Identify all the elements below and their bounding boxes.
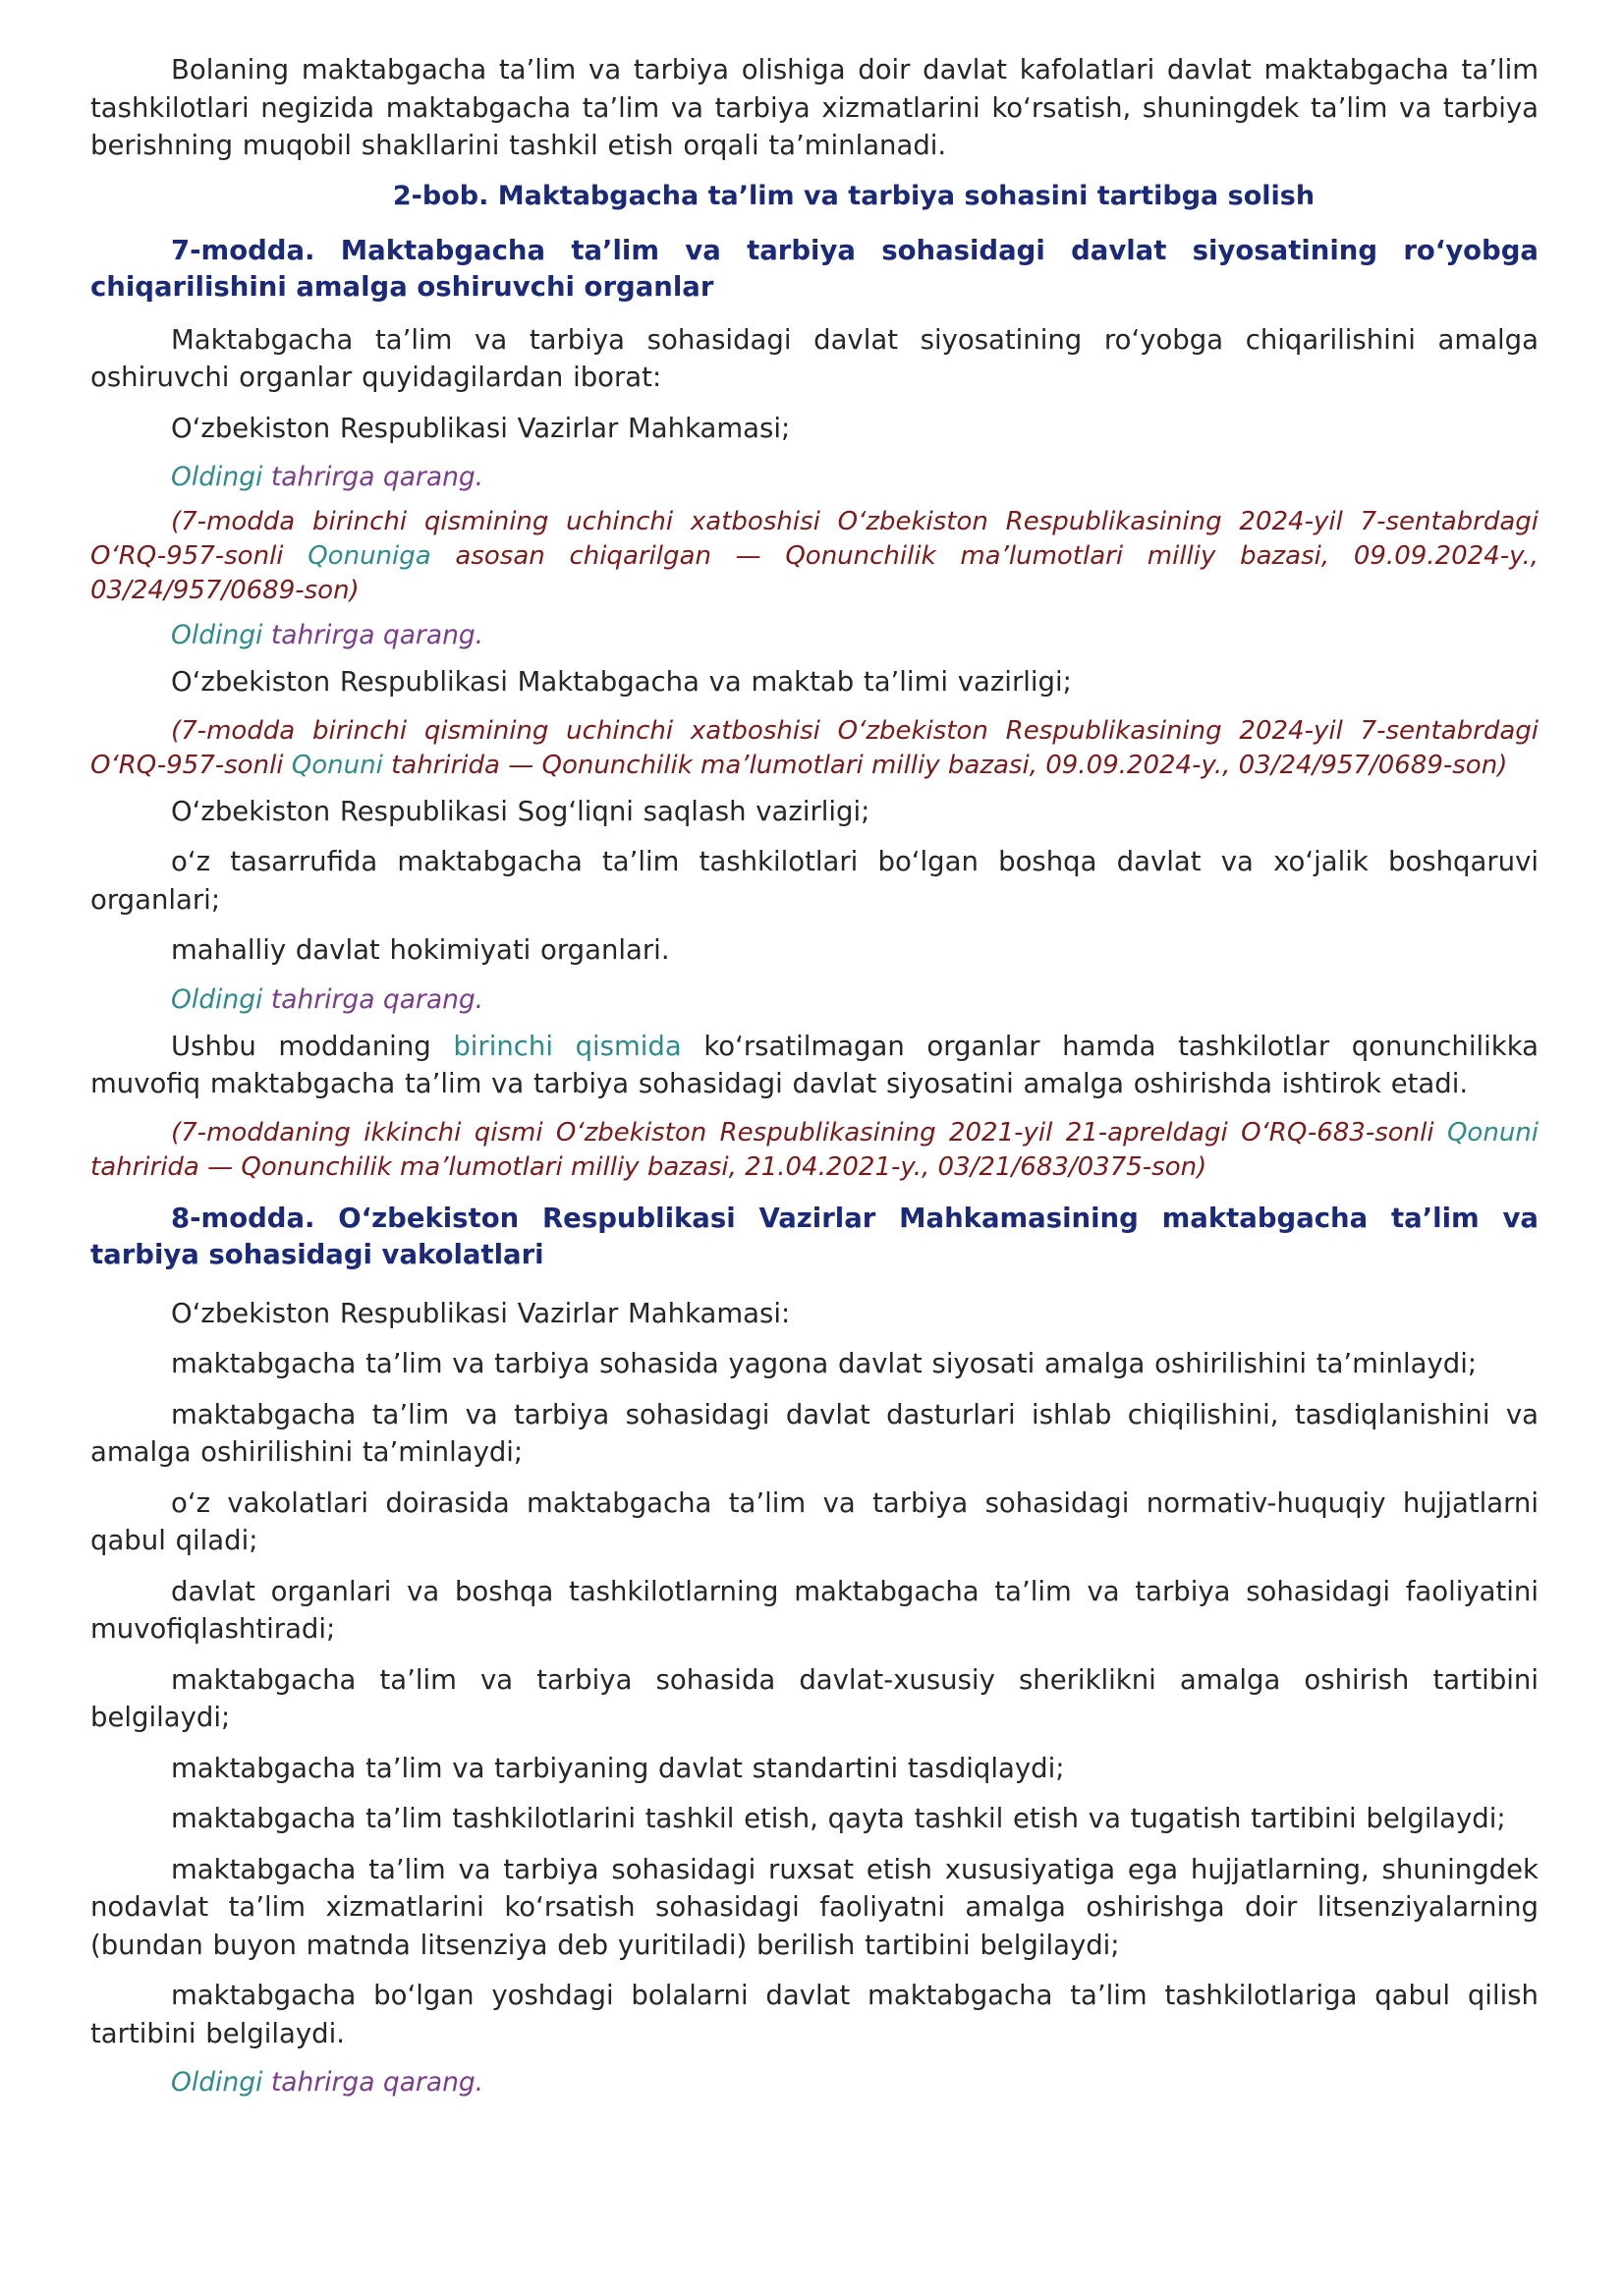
- amendment-note-text: tahririda — Qonunchilik ma’lumotlari milliy bazasi, 09.09.2024-y., 03/24/957/0689-son): [382, 750, 1508, 780]
- previous-edition-link-word[interactable]: Oldingi: [171, 620, 263, 650]
- article-8-title: 8-modda. O‘zbekiston Respublikasi Vazirlar Mahkamasining maktabgacha ta’lim va tarbiya sohasidagi vakolatlari: [90, 1202, 1539, 1270]
- amendment-note-text: tahririda — Qonunchilik ma’lumotlari milliy bazasi, 21.04.2021-y., 03/21/683/0375-son): [90, 1151, 1207, 1182]
- previous-edition-link-word[interactable]: Oldingi: [171, 983, 263, 1015]
- previous-edition-link-rest[interactable]: tahrirga qarang.: [262, 620, 484, 650]
- article-7-title: 7-modda. Maktabgacha ta’lim va tarbiya sohasidagi davlat siyosatining ro‘yobga chiqarilishini amalga oshiruvchi organlar: [90, 234, 1539, 303]
- article-8-item: maktabgacha ta’lim va tarbiya sohasida davlat-xususiy sheriklikni amalga oshirish tartibini belgilaydi;: [90, 1663, 1539, 1733]
- article-8-item: maktabgacha ta’lim va tarbiyaning davlat standartini tasdiqlaydi;: [171, 1752, 1065, 1784]
- previous-edition-link[interactable]: [90, 460, 1539, 495]
- amendment-note-text: asosan chiqarilgan — Qonunchilik ma’lumotlari milliy bazasi, 09.09.2024-y., 03/24/957/0689-son): [90, 541, 1539, 605]
- amendment-note-text: (7-moddaning ikkinchi qismi O‘zbekiston Respublikasining 2021-yil 21-apreldagi O‘RQ-683-sonli: [171, 1117, 1447, 1148]
- article-8-item: maktabgacha ta’lim tashkilotlarini tashkil etish, qayta tashkil etish va tugatish tartibini belgilaydi;: [171, 1803, 1506, 1834]
- article-8-item: maktabgacha ta’lim va tarbiya sohasidagi ruxsat etish xususiyatiga ega hujjatlarning, shuningdek nodavlat ta’lim xizmatlarini ko‘rsatish sohasidagi faoliyatni amalga oshirishga doir litsenziyalarning (bundan buyon matnda litsenziya deb yuritiladi) berilish tartibini belgilaydi;: [90, 1853, 1539, 1961]
- previous-edition-link-word[interactable]: Oldingi: [171, 462, 263, 492]
- previous-edition-link[interactable]: [90, 618, 1539, 653]
- paragraph-text: ko‘rsatilmagan organlar hamda tashkilotlar qonunchilikka muvofiq maktabgacha ta’lim va tarbiya sohasidagi davlat siyosatini amalga oshirishda ishtirok etadi.: [90, 1030, 1539, 1099]
- previous-edition-link-rest[interactable]: tahrirga qarang.: [262, 983, 484, 1015]
- amendment-note-text: (7-modda birinchi qismining uchinchi xatboshisi O‘zbekiston Respublikasining 2024-yil 7-sentabrdagi O‘RQ-957-sonli: [90, 507, 1539, 571]
- article-7-item-3: O‘zbekiston Respublikasi Sog‘liqni saqlash vazirligi;: [171, 795, 870, 827]
- article-7-item-1: O‘zbekiston Respublikasi Vazirlar Mahkamasi;: [171, 412, 791, 444]
- article-8-item: o‘z vakolatlari doirasida maktabgacha ta’lim va tarbiya sohasidagi normativ-huquqiy hujjatlarni qabul qiladi;: [90, 1486, 1539, 1556]
- article-8-item: maktabgacha ta’lim va tarbiya sohasida yagona davlat siyosati amalga oshirilishini ta’minlaydi;: [171, 1348, 1478, 1379]
- law-link[interactable]: Qonuni: [1446, 1117, 1539, 1148]
- first-part-link[interactable]: birinchi qismida: [453, 1030, 682, 1062]
- amendment-note: [90, 505, 1539, 608]
- document-page: [90, 51, 1539, 2110]
- article-7-item-2: O‘zbekiston Respublikasi Maktabgacha va maktab ta’limi vazirligi;: [171, 666, 1072, 698]
- article-8-item: maktabgacha bo‘lgan yoshdagi bolalarni davlat maktabgacha ta’lim tashkilotlariga qabul qilish tartibini belgilaydi.: [90, 1980, 1539, 2049]
- article-7-part-2: [90, 1028, 1539, 1103]
- article-8-item: davlat organlari va boshqa tashkilotlarning maktabgacha ta’lim va tarbiya sohasidagi faoliyatini muvofiqlashtiradi;: [90, 1575, 1539, 1645]
- article-8-intro: O‘zbekiston Respublikasi Vazirlar Mahkamasi:: [171, 1297, 791, 1329]
- previous-edition-link-word[interactable]: Oldingi: [171, 2067, 263, 2098]
- law-link[interactable]: Qonuniga: [308, 541, 431, 571]
- article-7-item-5: mahalliy davlat hokimiyati organlari.: [171, 934, 670, 966]
- paragraph-text: Ushbu moddaning: [171, 1030, 454, 1062]
- previous-edition-link[interactable]: [90, 2065, 1539, 2100]
- previous-edition-link[interactable]: [90, 982, 1539, 1018]
- article-8-item: maktabgacha ta’lim va tarbiya sohasidagi davlat dasturlari ishlab chiqilishini, tasdiqlanishini va amalga oshirilishini ta’minlaydi;: [90, 1398, 1539, 1468]
- paragraph-guarantees: Bolaning maktabgacha ta’lim va tarbiya olishiga doir davlat kafolatlari davlat maktabgacha ta’lim tashkilotlari negizida maktabgacha ta’lim va tarbiya xizmatlarini ko‘rsatish, shuningdek ta’lim va tarbiya berishning muqobil shakllarini tashkil etish orqali ta’minlanadi.: [90, 54, 1539, 161]
- article-7-item-4: o‘z tasarrufida maktabgacha ta’lim tashkilotlari bo‘lgan boshqa davlat va xo‘jalik boshqaruvi organlari;: [90, 846, 1539, 916]
- amendment-note: [90, 714, 1539, 783]
- amendment-note: [90, 1116, 1539, 1185]
- law-link[interactable]: Qonuni: [291, 750, 383, 780]
- previous-edition-link-rest[interactable]: tahrirga qarang.: [262, 2067, 484, 2098]
- chapter-title: 2-bob. Maktabgacha ta’lim va tarbiya sohasini tartibga solish: [392, 180, 1316, 211]
- amendment-note-text: (7-modda birinchi qismining uchinchi xatboshisi O‘zbekiston Respublikasining 2024-yil 7-sentabrdagi O‘RQ-957-sonli: [90, 715, 1539, 780]
- previous-edition-link-rest[interactable]: tahrirga qarang.: [262, 462, 484, 492]
- article-7-intro: Maktabgacha ta’lim va tarbiya sohasidagi davlat siyosatining ro‘yobga chiqarilishini amalga oshiruvchi organlar quyidagilardan iborat:: [90, 323, 1539, 393]
